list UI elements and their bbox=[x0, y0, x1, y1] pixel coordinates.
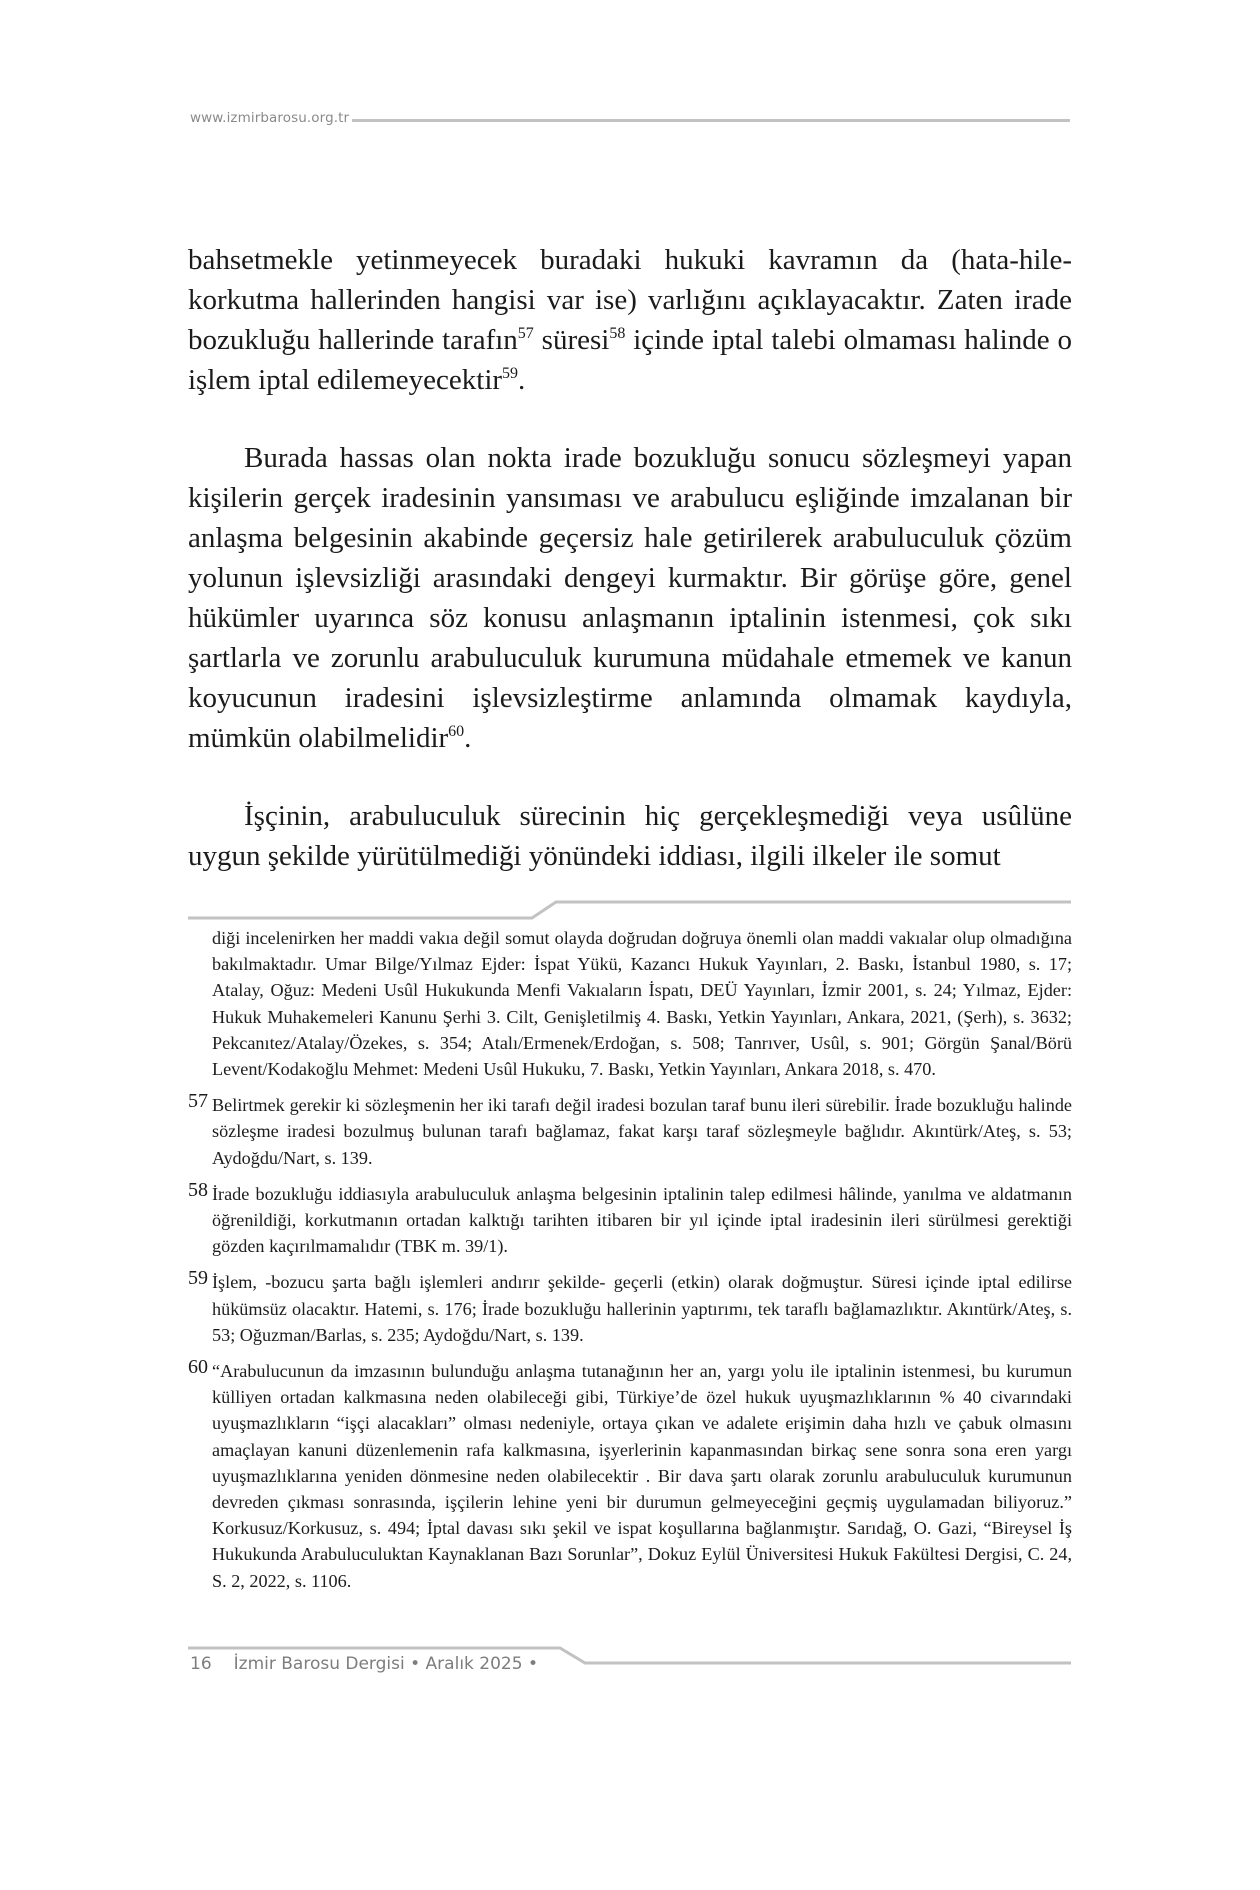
footnote-text: İrade bozukluğu iddiasıyla arabuluculuk anlaşma belgesinin iptalinin talep edilmesi hâlinde, yanılma ve aldatmanın öğrenildiği, korkutmanın ortadan kalktığı tarihten itibaren bir yıl içinde iptal iradesinin ileri sürülmesi gerektiği gözden kaçırılmamalıdır (TBK m. 39/1). bbox=[212, 1183, 1072, 1257]
footnote-number: 58 bbox=[188, 1178, 208, 1201]
header-url: www.izmirbarosu.org.tr bbox=[190, 110, 350, 126]
footnote-number: 57 bbox=[188, 1090, 208, 1113]
footnote-number: 60 bbox=[188, 1356, 208, 1379]
footnote-60 bbox=[188, 1358, 1072, 1594]
page-footer bbox=[190, 1654, 538, 1674]
paragraph-text: bahsetmekle yetinmeyecek buradaki hukuki kavramın da (hata-hile-korkutma hallerinden hangisi var ise) varlığını açıklayacaktır. Zaten irade bozukluğu hallerinde tarafın bbox=[188, 244, 1072, 356]
footnote-text: “Arabulucunun da imzasının bulunduğu anlaşma tutanağının her an, yargı yolu ile iptalinin istenmesi, bu kurumun külliyen ortadan kalkmasına neden olabileceği gibi, Türkiye’de özel hukuk uyuşmazlıklarının % 40 civarındaki uyuşmazlıkların “işçi alacakları” olması nedeniyle, ortaya çıkan ve adalete erişimin daha hızlı ve çabuk olmasını amaçlayan kanuni düzenlemenin rafa kalkmasına, işyerlerinin kapanmasından birkaç sene sonra sona eren yargı uyuşmazlıklarına yeniden dönmesine neden olabilecektir . Bir dava şartı olarak zorunlu arabuluculuk kurumunun devreden çıkması sonrasında, işçilerin lehine yeni bir durumun gelmeyeceğini geçmiş uygulamadan biliyoruz.” Korkusuz/Korkusuz, s. 494; İptal davası sıkı şekil ve ispat koşullarına bağlanmıştır. Sarıdağ, O. Gazi, “Bireysel İş Hukukunda Arabuluculuktan Kaynaklanan Bazı Sorunlar”, Dokuz Eylül Üniversitesi Hukuk Fakültesi Dergisi, C. 24, S. 2, 2022, s. 1106. bbox=[212, 1361, 1072, 1591]
footnote-ref-57[interactable]: 57 bbox=[517, 325, 534, 342]
journal-issue: İzmir Barosu Dergisi • Aralık 2025 • bbox=[233, 1654, 538, 1674]
footnote-ref-58[interactable]: 58 bbox=[609, 325, 626, 342]
footnote-continuation bbox=[188, 925, 1072, 1082]
footnote-text: Belirtmek gerekir ki sözleşmenin her iki tarafı değil iradesi bozulan taraf bunu ileri sürebilir. İrade bozukluğu halinde sözleşme iradesi bozulmuş bulunan tarafı bağlamaz, fakat karşı taraf sözleşmeyle bağlıdır. Akıntürk/Ateş, s. 53; Aydoğdu/Nart, s. 139. bbox=[212, 1095, 1072, 1168]
paragraph-text: . bbox=[464, 722, 472, 754]
footnote-58 bbox=[188, 1178, 1072, 1260]
footnote-57 bbox=[188, 1092, 1072, 1171]
paragraph-text: . bbox=[518, 364, 526, 396]
footnote-number: 59 bbox=[188, 1267, 208, 1290]
footnote-ref-59[interactable]: 59 bbox=[502, 365, 519, 382]
page-number: 16 bbox=[190, 1654, 212, 1674]
paragraph-text: İşçinin, arabuluculuk sürecinin hiç gerçekleşmediği veya usûlüne uygun şekilde yürütülmediği yönündeki iddiası, ilgili ilkeler ile somut bbox=[188, 800, 1072, 872]
paragraph-text: içinde iptal talebi olmaması halinde o işlem iptal edilemeyecektir bbox=[188, 324, 1072, 396]
footnote-text: diği incelenirken her maddi vakıa değil somut olayda doğrudan doğruya önemli olan maddi vakıalar olup olmadığına bakılmaktadır. Umar Bilge/Yılmaz Ejder: İspat Yükü, Kazancı Hukuk Yayınları, 2. Baskı, İstanbul 1980, s. 17; Atalay, Oğuz: Medeni Usûl Hukukunda Menfi Vakıaların İspatı, DEÜ Yayınları, İzmir 2001, s. 24; Yılmaz, Ejder: Hukuk Muhakemeleri Kanunu Şerhi 3. Cilt, Genişletilmiş 4. Baskı, Yetkin Yayınları, Ankara, 2021, (Şerh), s. 3632; Pekcanıtez/Atalay/Özekes, s. 354; Atalı/Ermenek/Erdoğan, s. 508; Tanrıver, Usûl, s. 901; Görgün Şanal/Börü Levent/Kodakoğlu Mehmet: Medeni Usûl Hukuku, 7. Baskı, Yetkin Yayınları, Ankara 2018, s. 470. bbox=[212, 928, 1072, 1080]
footnote-59 bbox=[188, 1269, 1072, 1348]
footnote-text: İşlem, -bozucu şarta bağlı işlemleri andırır şekilde- geçerli (etkin) olarak doğmuştur. Süresi içinde iptal edilirse hükümsüz olacaktır. Hatemi, s. 176; İrade bozukluğu hallerinin yaptırımı, tek taraflı bağlamazlıktır. Akıntürk/Ateş, s. 53; Oğuzman/Barlas, s. 235; Aydoğdu/Nart, s. 139. bbox=[212, 1272, 1072, 1345]
footnotes bbox=[188, 925, 1072, 1604]
paragraph-text: Burada hassas olan nokta irade bozukluğu sonucu sözleşmeyi yapan kişilerin gerçek iradesinin yansıması ve arabulucu eşliğinde imzalanan bir anlaşma belgesinin akabinde geçersiz hale getirilerek arabuluculuk çözüm yolunun işlevsizliği arasındaki dengeyi kurmaktır. Bir görüşe göre, genel hükümler uyarınca söz konusu anlaşmanın iptalinin istenmesi, çok sıkı şartlarla ve zorunlu arabuluculuk kurumuna müdahale etmemek ve kanun koyucunun iradesini işlevsizleştirme anlamında olmamak kaydıyla, mümkün olabilmelidir bbox=[188, 442, 1072, 754]
footnote-ref-60[interactable]: 60 bbox=[448, 723, 465, 740]
paragraph-text: süresi bbox=[533, 324, 610, 356]
